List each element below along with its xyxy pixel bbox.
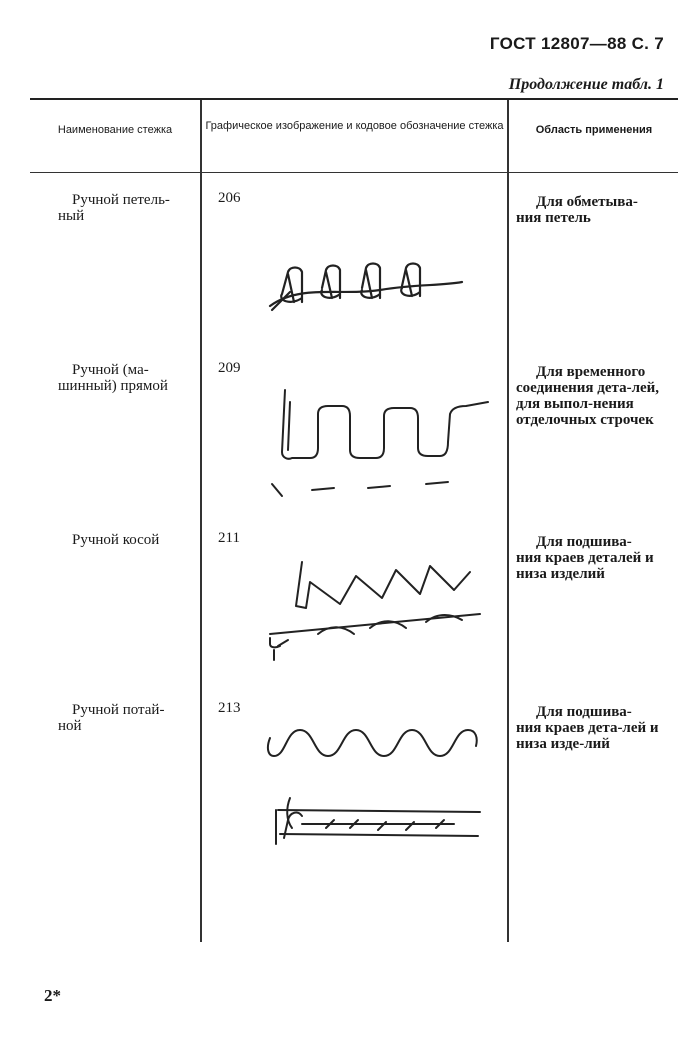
stitch-name-line: Ручной (ма-: [72, 362, 149, 378]
stitch-name: [58, 702, 193, 734]
application-text: [516, 364, 676, 428]
stitch-code: 206: [218, 190, 241, 206]
stitch-name-line: шинный) прямой: [58, 378, 168, 394]
application-line: Для обметыва-: [536, 194, 638, 210]
application-line: Для подшива-: [536, 704, 632, 720]
application-text: [516, 194, 676, 226]
stitch-name-line: ный: [58, 208, 85, 224]
table-row: [30, 174, 678, 344]
stitch-name-line: Ручной косой: [72, 532, 160, 548]
sheet-mark: 2*: [44, 986, 61, 1005]
table-row: [30, 684, 678, 854]
stitch-name: [58, 532, 193, 548]
stitch-code: 209: [218, 360, 241, 376]
application-line: ния краев дета-лей и низа изде-лий: [516, 720, 659, 752]
stitch-name: [58, 192, 193, 224]
table-row: [30, 514, 678, 684]
stitch-name-line: Ручной потай-: [72, 702, 165, 718]
application-line: ния краев деталей и низа изделий: [516, 550, 654, 582]
application-line: Для временного: [536, 364, 646, 380]
application-line: Для подшива-: [536, 534, 632, 550]
application-text: [516, 534, 676, 582]
header-stitch-name: Наименование стежка: [57, 124, 173, 136]
application-line: ния петель: [516, 210, 591, 226]
application-text: [516, 704, 676, 752]
stitch-code: 213: [218, 700, 241, 716]
table-header-row: [30, 100, 678, 173]
stitch-name: [58, 362, 193, 394]
application-line: соединения дета-лей, для выпол-нения отделочных строчек: [516, 380, 660, 428]
slant-stitch-icon: [230, 554, 490, 674]
stitch-name-line: Ручной петель-: [72, 192, 170, 208]
page-title: ГОСТ 12807—88 С. 7: [489, 34, 664, 53]
table-continuation-label: Продолжение табл. 1: [508, 76, 664, 93]
header-application: Область применения: [535, 124, 653, 136]
blind-stitch-icon: [230, 724, 490, 874]
running-stitch-icon: [230, 384, 490, 504]
header-graphic-code: Графическое изображение и кодовое обозначение стежка: [205, 120, 504, 132]
loop-stitch-icon: [230, 214, 490, 314]
stitch-name-line: ной: [58, 718, 82, 734]
stitch-table: [30, 98, 678, 752]
stitch-code: 211: [218, 530, 240, 546]
table-row: [30, 344, 678, 514]
